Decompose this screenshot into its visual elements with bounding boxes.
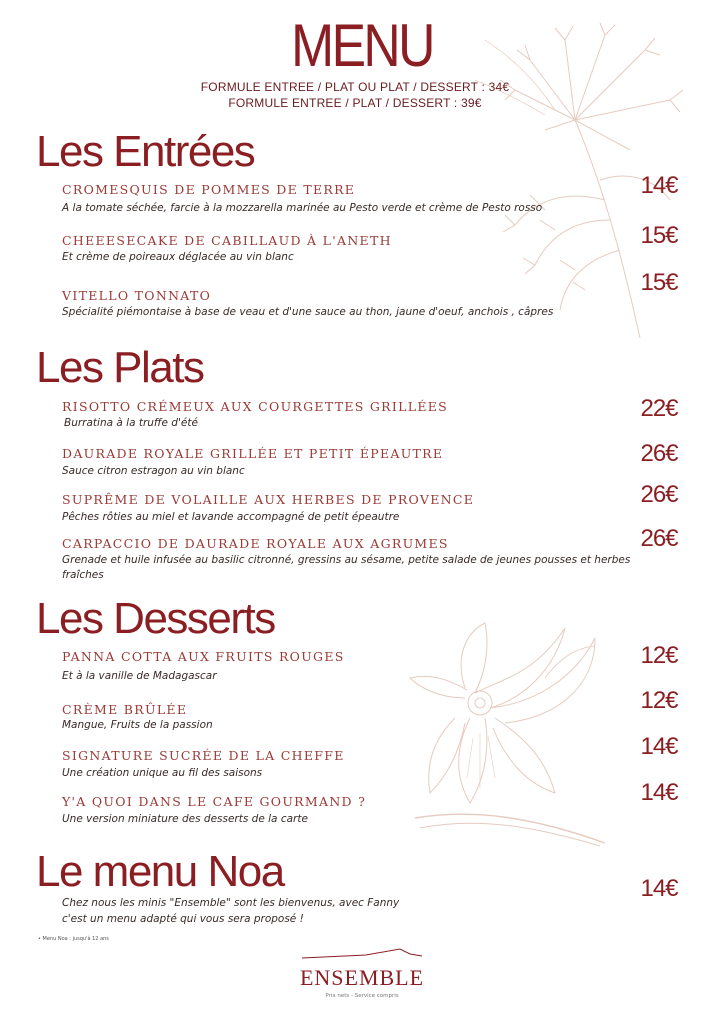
dish-description: Pêches rôties au miel et lavande accompagné de petit épeautre: [62, 511, 400, 523]
dish-description: Sauce citron estragon au vin blanc: [62, 465, 245, 477]
dish-description: Et à la vanille de Madagascar: [62, 670, 217, 682]
dish-price: 22€: [640, 395, 678, 422]
dish-description: Chez nous les minis "Ensemble" sont les bienvenus, avec Fanny: [62, 897, 400, 909]
dish-name: DAURADE ROYALE GRILLÉE ET PETIT ÉPEAUTRE: [62, 446, 444, 461]
dish-description: Une version miniature des desserts de la carte: [62, 813, 308, 825]
dish-name: CROMESQUIS DE POMMES DE TERRE: [62, 182, 356, 197]
logo-word: ENSEMBLE: [299, 965, 425, 990]
dish-price: 26€: [640, 440, 678, 467]
dish-description: Burratina à la truffe d'été: [64, 417, 198, 429]
vanilla-flower-illustration: [395, 618, 625, 848]
dish-description: Grenade et huile infusée au basilic citronné, gressins au sésame, petite salade de jeunes pousses et herbes: [62, 554, 631, 566]
dish-name: VITELLO TONNATO: [62, 288, 212, 303]
formula-line-1: FORMULE ENTREE / PLAT OU PLAT / DESSERT : 34€: [200, 80, 510, 94]
dish-name: RISOTTO CRÉMEUX AUX COURGETTES GRILLÉES: [62, 399, 449, 414]
dish-price: 14€: [640, 172, 678, 199]
dish-description: Et crème de poireaux déglacée au vin blanc: [62, 251, 294, 263]
dish-name: SIGNATURE SUCRÉE DE LA CHEFFE: [62, 748, 345, 763]
ensemble-logo: [296, 946, 428, 999]
dish-price: 15€: [640, 222, 678, 249]
dish-name: CRÈME BRÛLÉE: [62, 702, 188, 717]
menu-title: MENU: [291, 12, 433, 79]
section-title-menu-noa: Le menu Noa: [36, 847, 284, 896]
dish-price: 12€: [640, 642, 678, 669]
dish-description: Spécialité piémontaise à base de veau et d'une sauce au thon, jaune d'oeuf, anchois , câpres: [62, 306, 554, 318]
dish-price: 14€: [640, 779, 678, 806]
footnote: • Menu Noa : jusqu'à 12 ans: [38, 936, 109, 942]
section-title-entrees: Les Entrées: [36, 127, 255, 176]
dish-description: A la tomate séchée, farcie à la mozzarella marinée au Pesto verde et crème de Pesto rosso: [62, 202, 543, 214]
section-title-plats: Les Plats: [36, 343, 204, 392]
dish-name: Y'A QUOI DANS LE CAFE GOURMAND ?: [62, 794, 367, 809]
dish-price: 14€: [640, 875, 678, 902]
logo-tagline: Prix nets - Service compris: [325, 993, 399, 999]
dish-price: 26€: [640, 525, 678, 552]
dish-description: c'est un menu adapté qui vous sera proposé !: [62, 913, 304, 925]
formula-line-2: FORMULE ENTREE / PLAT / DESSERT : 39€: [228, 96, 482, 110]
dish-description: Mangue, Fruits de la passion: [62, 719, 213, 731]
dish-price: 26€: [640, 481, 678, 508]
section-title-desserts: Les Desserts: [36, 594, 275, 643]
dish-price: 14€: [640, 733, 678, 760]
dish-name: PANNA COTTA AUX FRUITS ROUGES: [62, 649, 345, 664]
logo-roofline-icon: [296, 946, 428, 960]
dish-description: Une création unique au fil des saisons: [62, 767, 263, 779]
dish-price: 12€: [640, 687, 678, 714]
dish-name: CHEEESECAKE DE CABILLAUD À L'ANETH: [62, 233, 392, 248]
dish-name: SUPRÊME DE VOLAILLE AUX HERBES DE PROVENCE: [62, 492, 475, 507]
dish-name: CARPACCIO DE DAURADE ROYALE AUX AGRUMES: [62, 536, 449, 551]
dish-description: fraîches: [62, 569, 104, 581]
dish-price: 15€: [640, 269, 678, 296]
